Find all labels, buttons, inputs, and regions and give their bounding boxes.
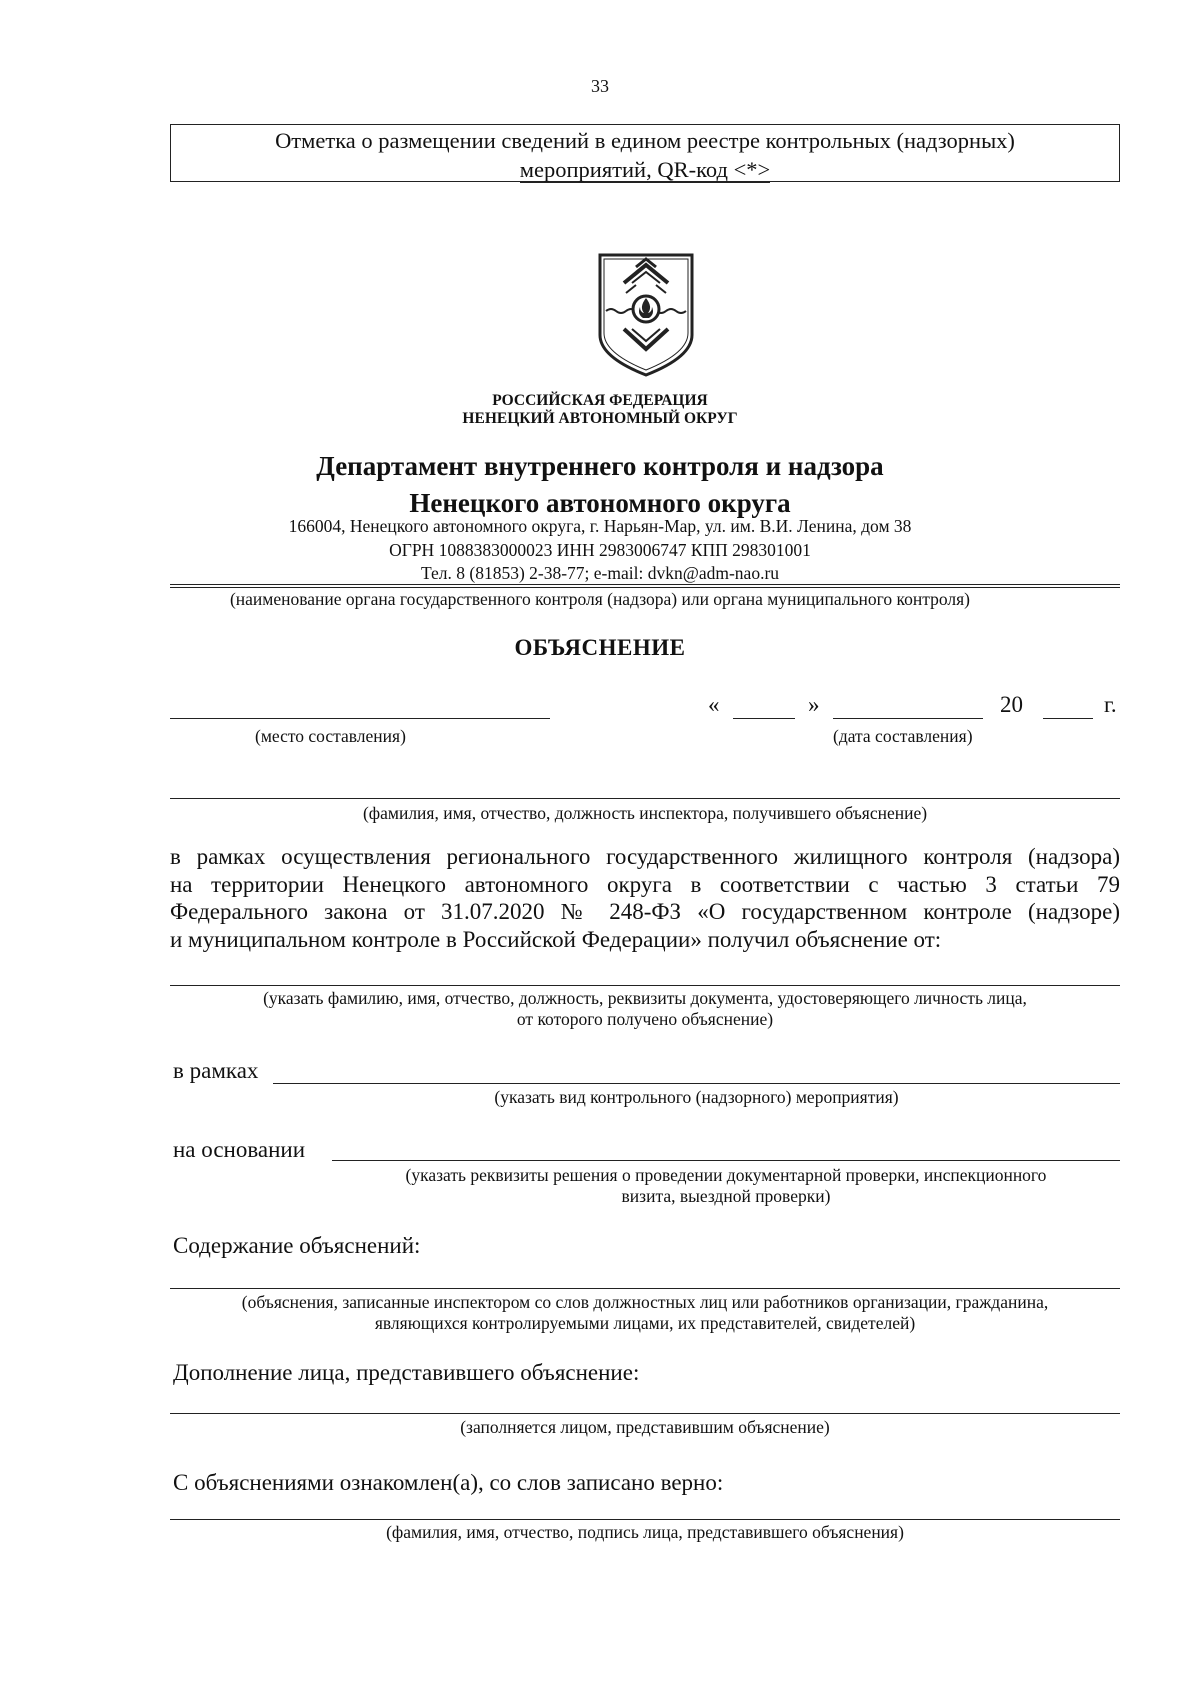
place-caption: (место составления) (255, 726, 406, 746)
year-field-line[interactable] (1043, 718, 1093, 719)
org-title-line2: Ненецкого автономного округа (409, 488, 791, 518)
place-field-line[interactable] (170, 718, 550, 719)
qr-box-line1: Отметка о размещении сведений в едином реестре контрольных (надзорных) (275, 128, 1015, 153)
org-underline-2 (170, 587, 1120, 588)
inspector-caption: (фамилия, имя, отчество, должность инспектора, получившего объяснение) (362, 803, 928, 823)
person-caption-line1: (указать фамилию, имя, отчество, должность, реквизиты документа, удостоверяющего личность лица, (263, 988, 1027, 1008)
person-caption-line2: от которого получено объяснение) (516, 1009, 774, 1029)
date-caption: (дата составления) (833, 726, 973, 746)
org-registry-numbers: ОГРН 1088383000023 ИНН 2983006747 КПП 298301001 (389, 539, 811, 560)
body-line4: и муниципальном контроле в Российской Федерации» получил объяснение от: (170, 926, 942, 952)
close-quote: » (808, 692, 820, 717)
open-quote: « (708, 692, 720, 717)
within-field-line[interactable] (273, 1083, 1120, 1084)
body-line2: на территории Ненецкого автономного округа в соответствии с частью 3 статьи 79 (170, 871, 1120, 897)
basis-caption-line2: визита, выездной проверки) (621, 1186, 831, 1206)
body-paragraph (170, 843, 1120, 953)
page-number: 33 (591, 76, 609, 96)
acknowledgement-caption: (фамилия, имя, отчество, подпись лица, представившего объяснения) (386, 1522, 904, 1542)
person-caption (170, 988, 1120, 1030)
within-caption: (указать вид контрольного (надзорного) мероприятия) (494, 1087, 899, 1107)
addition-caption: (заполняется лицом, представившим объяснение) (460, 1417, 830, 1437)
document-title: ОБЪЯСНЕНИЕ (514, 635, 686, 660)
qr-registry-box (170, 124, 1120, 182)
body-line3: Федерального закона от 31.07.2020 № 248-ФЗ «О государственном контроле (надзоре) (170, 899, 1120, 924)
header-country: РОССИЙСКАЯ ФЕДЕРАЦИЯ (492, 392, 708, 409)
content-label: Содержание объяснений: (173, 1233, 421, 1258)
acknowledgement-label: С объяснениями ознакомлен(а), со слов записано верно: (173, 1470, 724, 1495)
day-field-line[interactable] (733, 718, 795, 719)
header-country-region (0, 392, 1200, 428)
basis-caption (332, 1165, 1120, 1207)
content-caption (170, 1292, 1120, 1334)
org-caption: (наименование органа государственного контроля (надзора) или органа муниципального контроля) (229, 589, 971, 609)
year-prefix: 20 (1000, 692, 1023, 717)
content-caption-line1: (объяснения, записанные инспектором со слов должностных лиц или работников организации, гражданина, (241, 1292, 1049, 1312)
coat-of-arms-emblem (596, 253, 696, 377)
acknowledgement-field-line[interactable] (170, 1519, 1120, 1520)
month-field-line[interactable] (833, 718, 983, 719)
org-contacts: Тел. 8 (81853) 2-38-77; e-mail: dvkn@adm-nao.ru (420, 563, 780, 583)
header-region: НЕНЕЦКИЙ АВТОНОМНЫЙ ОКРУГ (462, 410, 738, 427)
organization-address-block (0, 515, 1200, 586)
addition-field-line[interactable] (170, 1413, 1120, 1414)
basis-field-line[interactable] (332, 1160, 1120, 1161)
org-title-line1: Департамент внутреннего контроля и надзора (316, 451, 884, 481)
org-underline (170, 584, 1120, 585)
basis-label: на основании (173, 1137, 306, 1162)
within-label: в рамках (173, 1058, 259, 1083)
basis-caption-line1: (указать реквизиты решения о проведении документарной проверки, инспекционного (405, 1165, 1047, 1185)
org-address: 166004, Ненецкого автономного округа, г. Нарьян-Мар, ул. им. В.И. Ленина, дом 38 (288, 516, 912, 536)
qr-box-line2: мероприятий, QR-код <*> (519, 157, 771, 182)
year-suffix: г. (1104, 692, 1117, 717)
body-line1: в рамках осуществления регионального государственного жилищного контроля (надзора) (170, 844, 1120, 869)
person-field-line[interactable] (170, 985, 1120, 986)
content-caption-line2: являющихся контролируемыми лицами, их представителей, свидетелей) (374, 1313, 916, 1333)
addition-label: Дополнение лица, представившего объяснение: (173, 1360, 640, 1385)
organization-title (0, 448, 1200, 522)
content-field-line[interactable] (170, 1288, 1120, 1289)
inspector-field-line[interactable] (170, 798, 1120, 799)
